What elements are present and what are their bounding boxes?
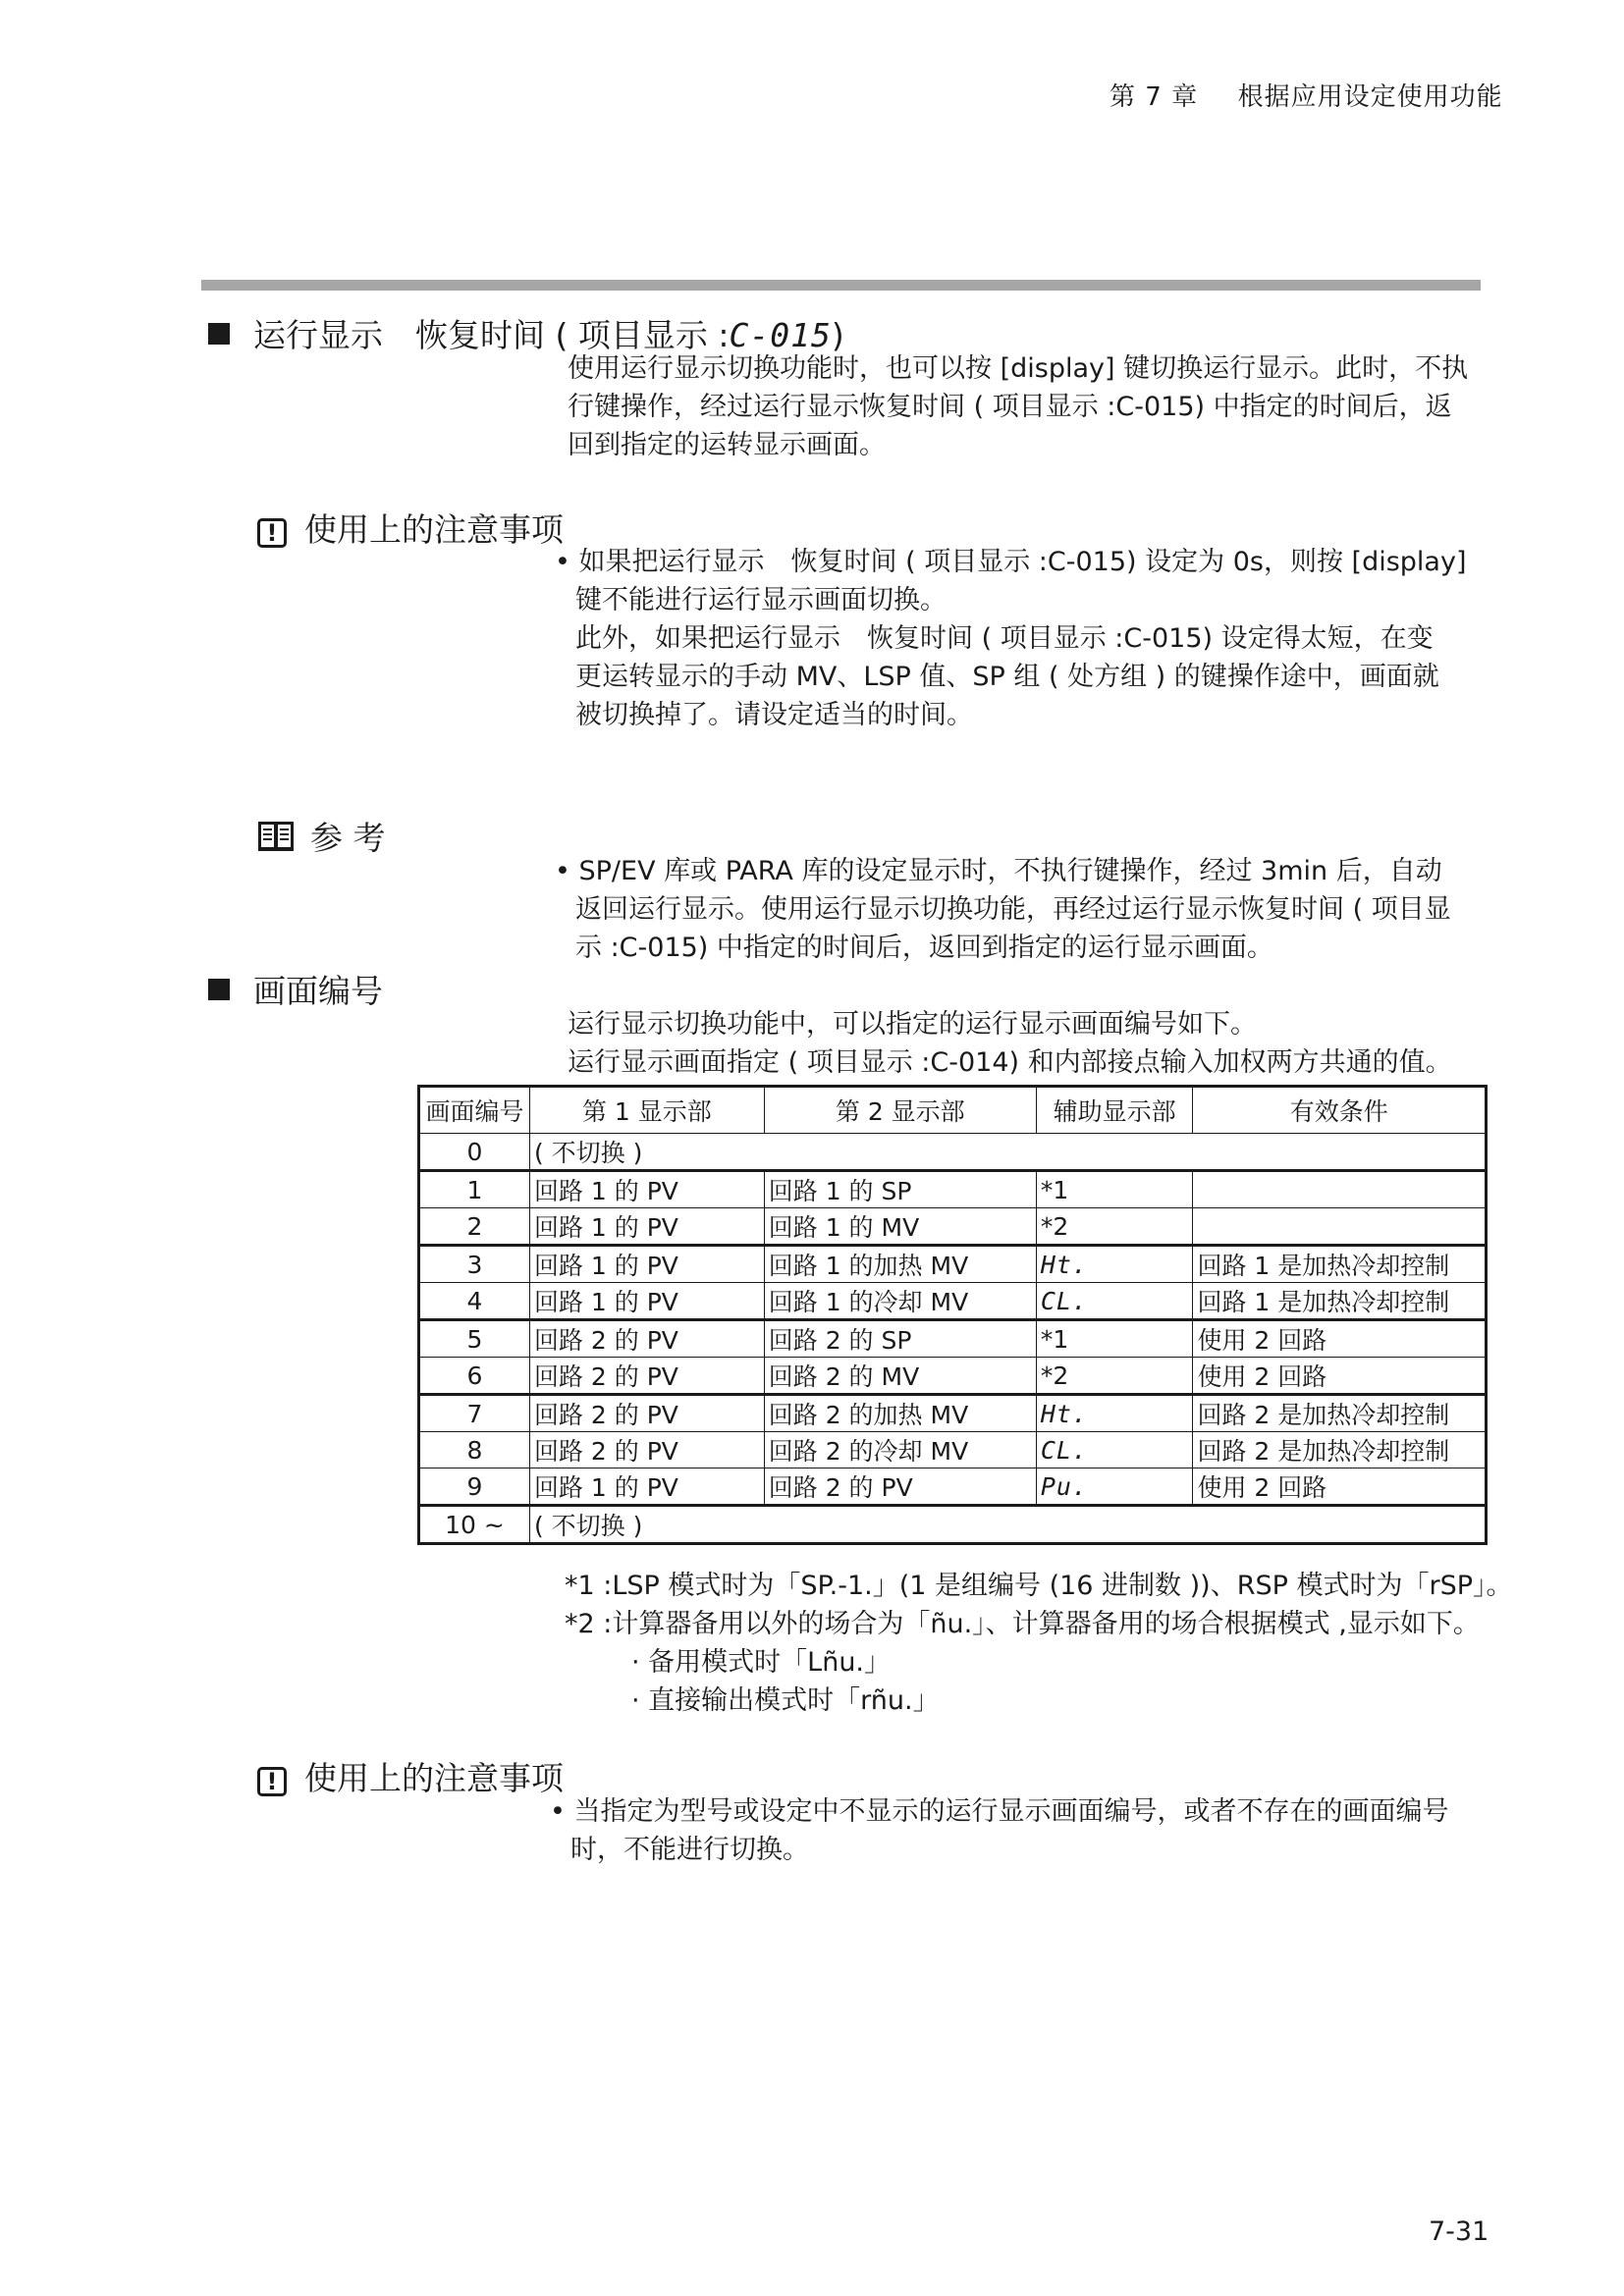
caution-body-1 [555, 543, 1466, 734]
table-row: 7 回路 2 的 PV 回路 2 的加热 MV Ht. 回路 2 是加热冷却控制 [419, 1395, 1487, 1432]
caution-title: 使用上的注意事项 [304, 510, 564, 549]
section-rule [201, 280, 1481, 291]
chapter-title: 根据应用设定使用功能 [1237, 82, 1503, 112]
table-header: 第 1 显示部 [529, 1087, 764, 1134]
caution-icon: ! [257, 518, 287, 548]
footnote: *1 :LSP 模式时为「SP.-1.」(1 是组编号 (16 进制数 ))、RSP 模式时为「rSP」。 [565, 1571, 1513, 1601]
table-header-row [419, 1087, 1487, 1134]
square-bullet-icon [208, 979, 230, 1000]
footnote: *2 :计算器备用以外的场合为「ñu.」、计算器备用的场合根据模式 ,显示如下。 [565, 1609, 1480, 1639]
table-row: 2 回路 1 的 PV 回路 1 的 MV *2 [419, 1208, 1487, 1246]
text-line: 此外，如果把运行显示 恢复时间 ( 项目显示 :C-015) 设定得太短，在变 [575, 623, 1434, 654]
table-header: 有效条件 [1193, 1087, 1487, 1134]
chapter-label: 第 7 章 [1110, 82, 1199, 112]
screen-number-table [417, 1085, 1488, 1545]
table-footnotes [565, 1567, 1513, 1720]
reference-title: 参 考 [310, 819, 386, 857]
text-line: 运行显示画面指定 ( 项目显示 :C-014) 和内部接点输入加权两方共通的值。 [568, 1047, 1452, 1078]
reference-body [555, 852, 1451, 967]
section-heading-restore-time: 运行显示 恢复时间 ( 项目显示 :C-015) [208, 310, 844, 356]
caution-title: 使用上的注意事项 [304, 1759, 564, 1797]
table-row: 0 ( 不切换 ) [419, 1134, 1487, 1171]
footnote: · 备用模式时「Lñu.」 [631, 1647, 892, 1678]
text-line: • 如果把运行显示 恢复时间 ( 项目显示 :C-015) 设定为 0s，则按 [display] [555, 547, 1467, 577]
text-line: 使用运行显示切换功能时，也可以按 [display] 键切换运行显示。此时，不执 [568, 353, 1469, 384]
reference-heading [257, 813, 386, 859]
page-number: 7-31 [1429, 2216, 1489, 2247]
table-row: 10 ~ ( 不切换 ) [419, 1506, 1487, 1544]
text-line: 运行显示切换功能中，可以指定的运行显示画面编号如下。 [568, 1009, 1257, 1040]
caution-heading-2 [257, 1753, 564, 1799]
running-header [1110, 77, 1503, 113]
text-line: 回到指定的运转显示画面。 [568, 430, 886, 460]
table-row: 5 回路 2 的 PV 回路 2 的 SP *1 使用 2 回路 [419, 1320, 1487, 1358]
text-line: 更运转显示的手动 MV、LSP 值、SP 组 ( 处方组 ) 的键操作途中，画面就 [575, 662, 1439, 692]
text-line: 行键操作，经过运行显示恢复时间 ( 项目显示 :C-015) 中指定的时间后，返 [568, 392, 1452, 422]
section2-body [568, 1005, 1452, 1082]
text-line: • 当指定为型号或设定中不显示的运行显示画面编号，或者不存在的画面编号 [550, 1796, 1449, 1827]
caution-heading-1 [257, 505, 564, 551]
table-row: 6 回路 2 的 PV 回路 2 的 MV *2 使用 2 回路 [419, 1358, 1487, 1395]
text-line: 示 :C-015) 中指定的时间后，返回到指定的运行显示画面。 [575, 933, 1273, 963]
square-bullet-icon [208, 323, 230, 345]
text-line: • SP/EV 库或 PARA 库的设定显示时，不执行键操作，经过 3min 后，自动 [555, 856, 1442, 886]
table-header: 辅助显示部 [1036, 1087, 1193, 1134]
text-line: 被切换掉了。请设定适当的时间。 [575, 700, 973, 730]
text-line: 键不能进行运行显示画面切换。 [575, 585, 947, 615]
table-row: 9 回路 1 的 PV 回路 2 的 PV Pu. 使用 2 回路 [419, 1468, 1487, 1506]
table-header: 画面编号 [419, 1087, 530, 1134]
caution-body-2 [550, 1792, 1449, 1869]
section1-body [568, 349, 1468, 464]
text-line: 时，不能进行切换。 [570, 1835, 809, 1865]
footnote: · 直接输出模式时「rñu.」 [631, 1685, 940, 1716]
table-row: 8 回路 2 的 PV 回路 2 的冷却 MV CL. 回路 2 是加热冷却控制 [419, 1432, 1487, 1468]
caution-icon: ! [257, 1767, 287, 1796]
section-heading-screen-number: 画面编号 [208, 966, 383, 1012]
text-line: 返回运行显示。使用运行显示切换功能，再经过运行显示恢复时间 ( 项目显 [575, 894, 1451, 925]
book-icon [257, 820, 295, 853]
table-row: 3 回路 1 的 PV 回路 1 的加热 MV Ht. 回路 1 是加热冷却控制 [419, 1246, 1487, 1283]
table-row: 4 回路 1 的 PV 回路 1 的冷却 MV CL. 回路 1 是加热冷却控制 [419, 1283, 1487, 1320]
table-header: 第 2 显示部 [764, 1087, 1036, 1134]
table-row: 1 回路 1 的 PV 回路 1 的 SP *1 [419, 1171, 1487, 1208]
